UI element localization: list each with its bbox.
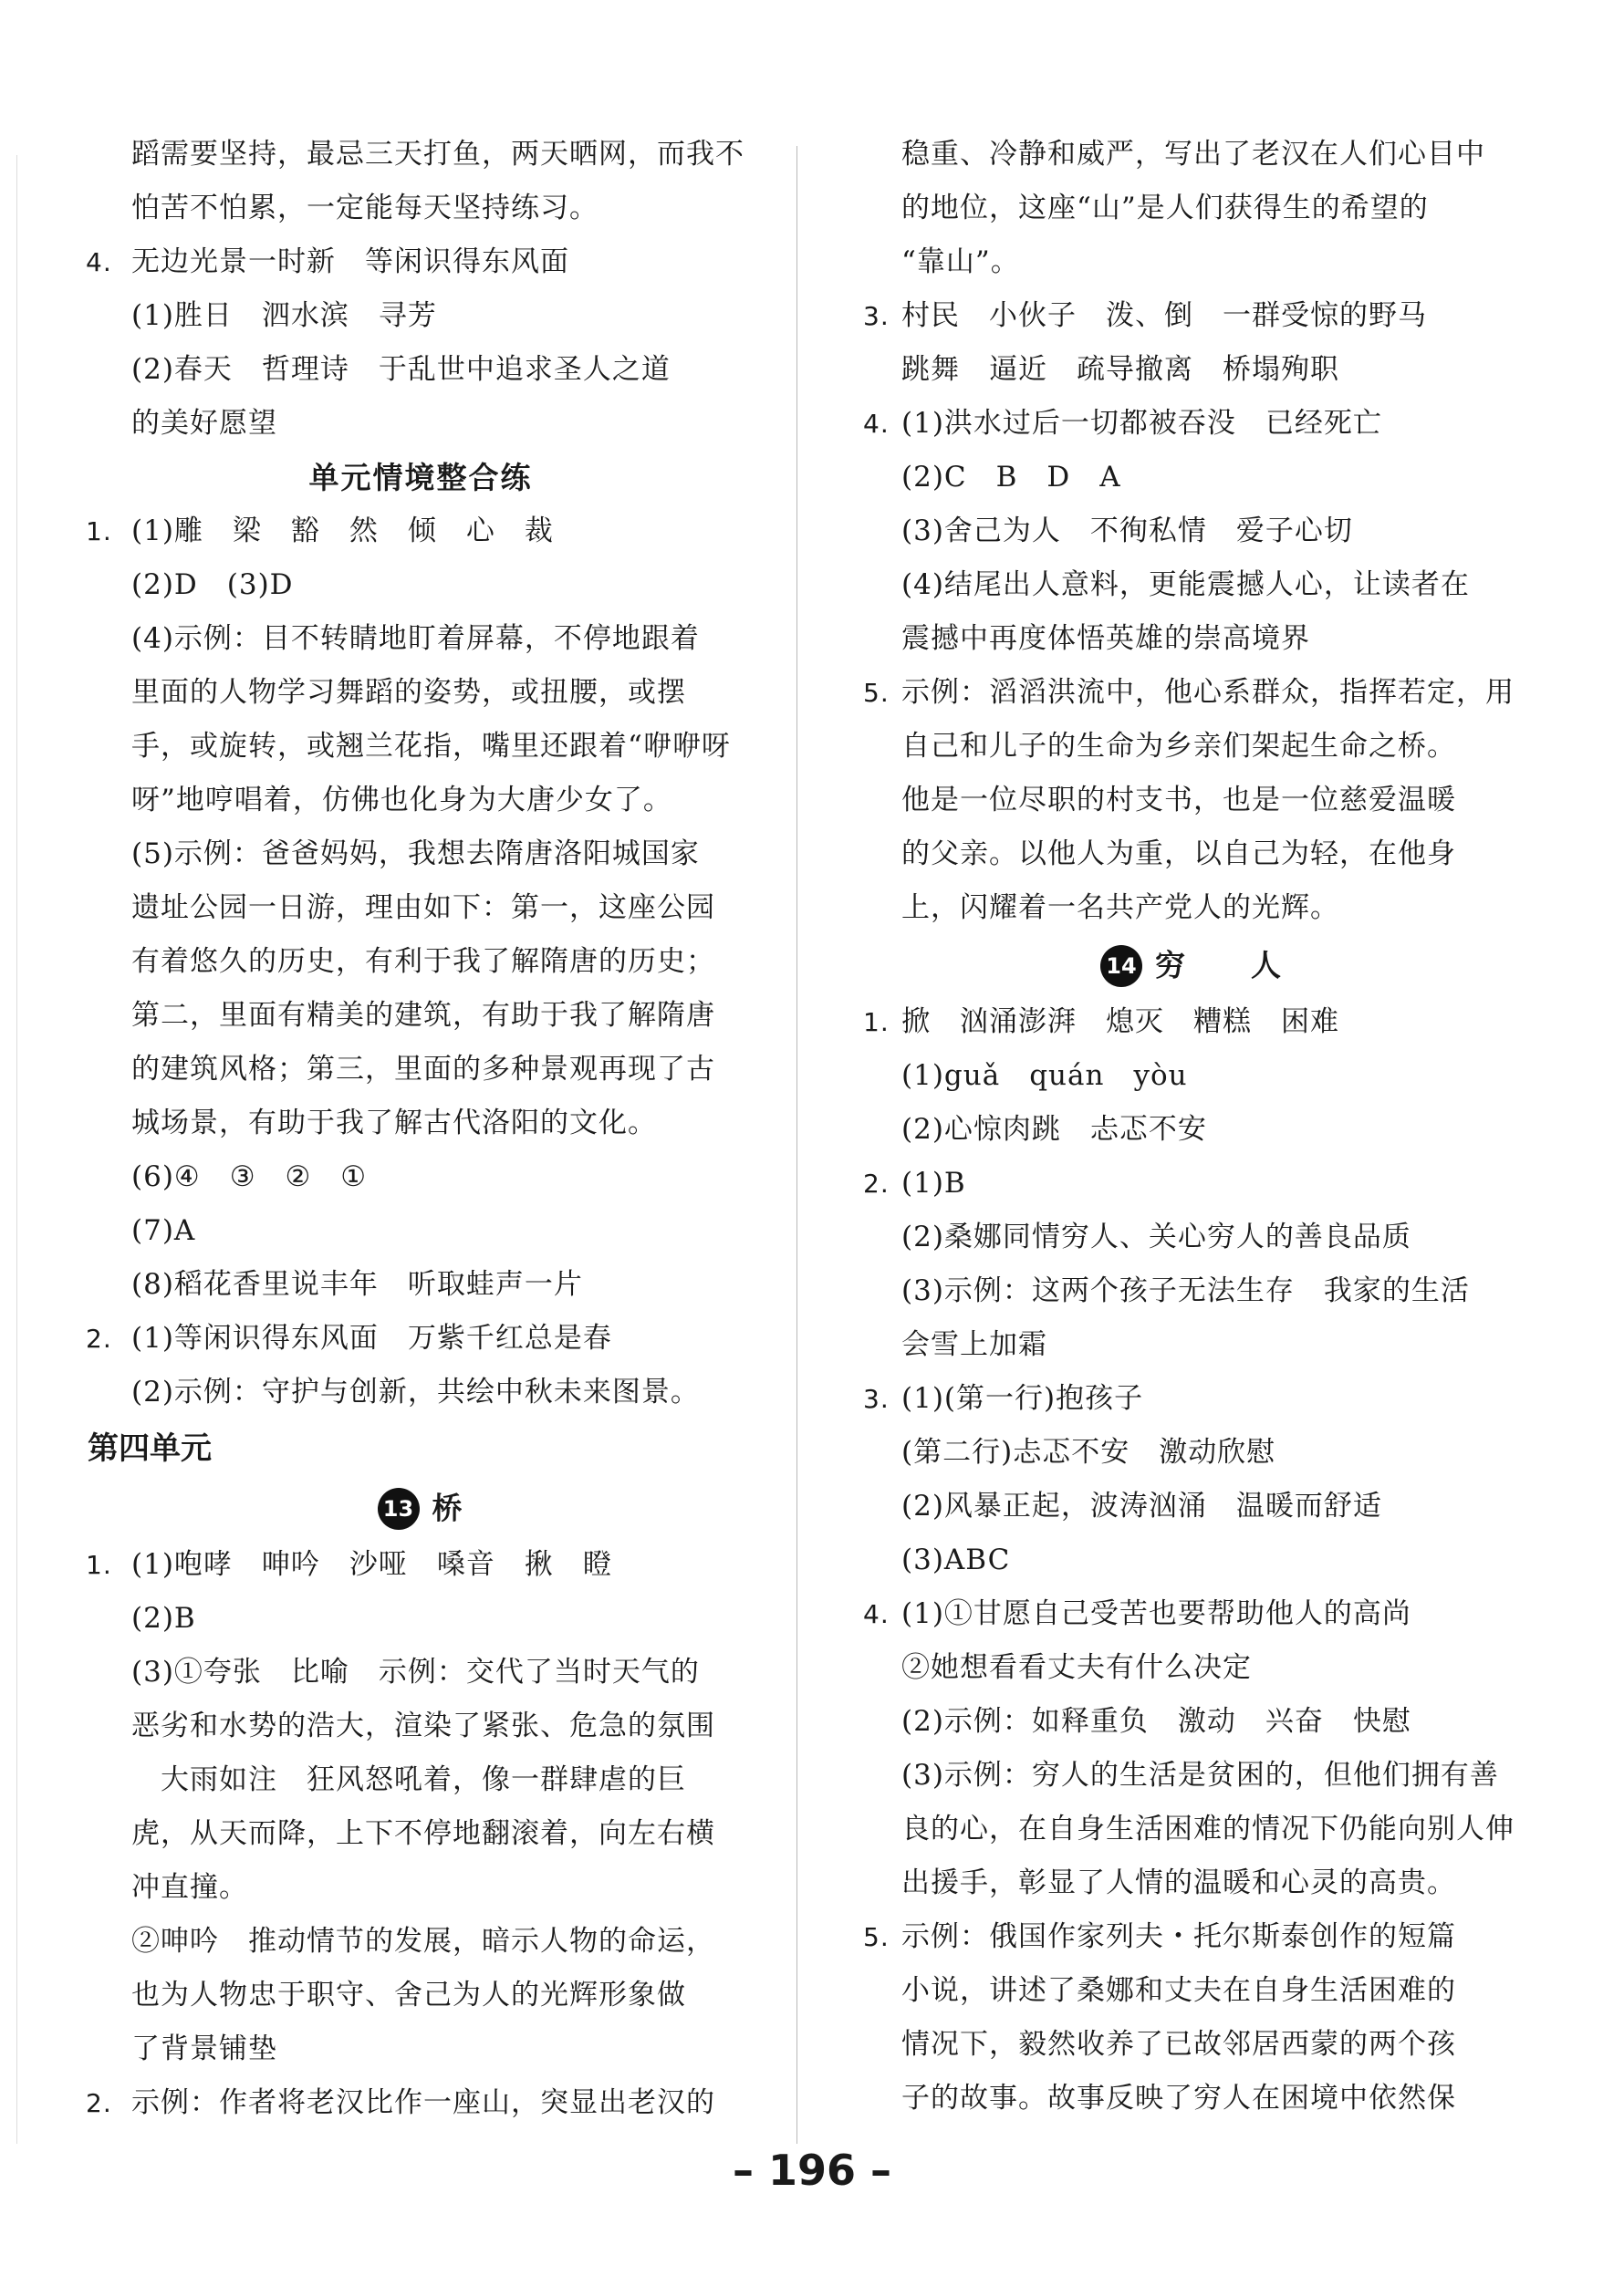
question-number: 5. — [863, 1922, 890, 1952]
text-line: ②呻吟 推动情节的发展，暗示人物的命运， — [131, 1925, 715, 1958]
text-line: 城场景，有助于我了解古代洛阳的文化。 — [131, 1107, 657, 1139]
text-line: (4)结尾出人意料，更能震撼人心，让读者在 — [901, 568, 1470, 601]
text-line: (2)B — [131, 1602, 196, 1635]
text-line: 的美好愿望 — [131, 407, 277, 440]
question-number: 5. — [863, 678, 890, 708]
question-1 — [88, 1538, 754, 1592]
text-line: (1)胜日 泗水滨 寻芳 — [131, 299, 437, 332]
question-2 — [88, 1312, 754, 1366]
text-line: 震撼中再度体悟英雄的崇高境界 — [901, 622, 1310, 655]
text-line: (2)风暴正起，波涛汹涌 温暖而舒适 — [901, 1490, 1382, 1523]
text-line: 的建筑风格；第三，里面的多种景观再现了古 — [131, 1053, 715, 1086]
answer-text: (1)等闲识得东风面 万紫千红总是春 — [131, 1322, 612, 1355]
question-number: 3. — [863, 1384, 890, 1414]
right-column — [863, 128, 1520, 2126]
question-5 — [863, 1910, 1520, 1964]
answer-text: (1)雕 梁 豁 然 倾 心 裁 — [131, 515, 554, 547]
text-line: (2)春天 哲理诗 于乱世中追求圣人之道 — [131, 353, 671, 386]
text-line: (3)①夸张 比喻 示例：交代了当时天气的 — [131, 1656, 700, 1689]
question-number: 1. — [863, 1007, 890, 1037]
section-title: 单元情境整合练 — [308, 460, 533, 495]
answer-text: (1)B — [901, 1167, 966, 1200]
question-4 — [88, 235, 754, 289]
text-line: (3)ABC — [901, 1544, 1011, 1576]
question-1 — [88, 504, 754, 558]
text-line: 出援手，彰显了人情的温暖和心灵的高贵。 — [901, 1866, 1456, 1899]
text-line: 第二，里面有精美的建筑，有助于我了解隋唐 — [131, 999, 715, 1032]
text-line: (2)桑娜同情穷人、关心穷人的善良品质 — [901, 1221, 1411, 1253]
text-line: ②她想看看丈夫有什么决定 — [901, 1651, 1252, 1684]
text-line: 遗址公园一日游，理由如下：第一，这座公园 — [131, 891, 715, 924]
text-line: 有着悠久的历史，有利于我了解隋唐的历史； — [131, 945, 715, 978]
lesson-header — [88, 1478, 754, 1538]
text-line: 了背景铺垫 — [131, 2032, 277, 2065]
text-line: (1)guǎ quán yòu — [901, 1059, 1188, 1092]
text-line: (3)舍己为人 不徇私情 爱子心切 — [901, 515, 1353, 547]
answer-text: (1)洪水过后一切都被吞没 已经死亡 — [901, 407, 1382, 440]
answer-text: 掀 汹涌澎湃 熄灭 糟糕 困难 — [901, 1005, 1339, 1038]
text-line: 也为人物忠于职守、舍己为人的光辉形象做 — [131, 1979, 686, 2012]
text-line: 怕苦不怕累，一定能每天坚持练习。 — [131, 192, 599, 224]
text-line: 上，闪耀着一名共产党人的光辉。 — [901, 891, 1339, 924]
text-line: (2)D (3)D — [131, 568, 294, 601]
answer-text: (1)①甘愿自己受苦也要帮助他人的高尚 — [901, 1597, 1411, 1630]
question-number: 3. — [863, 301, 890, 331]
answer-text: 示例：俄国作家列夫・托尔斯泰创作的短篇 — [901, 1920, 1456, 1953]
text-line: (第二行)忐忑不安 激动欣慰 — [901, 1436, 1276, 1469]
lesson-title: 桥 — [432, 1490, 464, 1526]
text-line: 良的心，在自身生活困难的情况下仍能向别人伸 — [901, 1813, 1515, 1845]
text-line: 蹈需要坚持，最忌三天打鱼，两天晒网，而我不 — [131, 138, 744, 171]
text-line: 会雪上加霜 — [901, 1328, 1047, 1361]
question-3 — [863, 1372, 1520, 1426]
text-line: 恶劣和水势的浩大，渲染了紧张、危急的氛围 — [131, 1710, 715, 1742]
text-line: 手，或旋转，或翘兰花指，嘴里还跟着“咿咿呀 — [131, 730, 731, 763]
left-column — [88, 128, 754, 2130]
text-line: (3)示例：这两个孩子无法生存 我家的生活 — [901, 1274, 1470, 1307]
text-line: 虎，从天而降，上下不停地翻滚着，向左右横 — [131, 1817, 715, 1850]
text-line: (5)示例：爸爸妈妈，我想去隋唐洛阳城国家 — [131, 837, 700, 870]
question-5 — [863, 666, 1520, 720]
text-line: (3)示例：穷人的生活是贫困的，但他们拥有善 — [901, 1759, 1499, 1792]
text-line: 情况下，毅然收养了已故邻居西蒙的两个孩 — [901, 2028, 1456, 2061]
question-number: 2. — [86, 1324, 112, 1354]
column-divider — [796, 146, 797, 2144]
lesson-header — [863, 935, 1520, 995]
question-number: 4. — [863, 1599, 890, 1629]
text-line: 小说，讲述了桑娜和丈夫在自身生活困难的 — [901, 1974, 1456, 2007]
text-line: (2)示例：如释重负 激动 兴奋 快慰 — [901, 1705, 1411, 1738]
text-line: 大雨如注 狂风怒吼着，像一群肆虐的巨 — [131, 1763, 686, 1796]
text-line: (4)示例：目不转睛地盯着屏幕，不停地跟着 — [131, 622, 700, 655]
answer-text: 示例：滔滔洪流中，他心系群众，指挥若定，用 — [901, 676, 1515, 709]
answer-text: 无边光景一时新 等闲识得东风面 — [131, 245, 569, 278]
text-line: (2)心惊肉跳 忐忑不安 — [901, 1113, 1207, 1146]
question-number: 2. — [86, 2088, 112, 2118]
text-line: 跳舞 逼近 疏导撤离 桥塌殉职 — [901, 353, 1339, 386]
question-4 — [863, 397, 1520, 451]
text-line: (8)稻花香里说丰年 听取蛙声一片 — [131, 1268, 583, 1301]
question-4 — [863, 1587, 1520, 1641]
text-line: 子的故事。故事反映了穷人在困境中依然保 — [901, 2082, 1456, 2115]
answer-text: (1)(第一行)抱孩子 — [901, 1382, 1144, 1415]
text-line: (6)④ ③ ② ① — [131, 1160, 368, 1193]
text-line: 冲直撞。 — [131, 1871, 248, 1904]
text-line: (2)示例：守护与创新，共绘中秋未来图景。 — [131, 1376, 700, 1409]
lesson-number-badge: 13 — [378, 1488, 420, 1530]
question-2 — [88, 2076, 754, 2130]
text-line: 的地位，这座“山”是人们获得生的希望的 — [901, 192, 1429, 224]
question-number: 4. — [86, 247, 112, 277]
text-line: 呀”地哼唱着，仿佛也化身为大唐少女了。 — [131, 784, 672, 816]
text-line: 里面的人物学习舞蹈的姿势，或扭腰，或摆 — [131, 676, 686, 709]
text-line: 自己和儿子的生命为乡亲们架起生命之桥。 — [901, 730, 1456, 763]
question-number: 4. — [863, 409, 890, 439]
unit-title: 第四单元 — [88, 1430, 212, 1467]
answer-text: 村民 小伙子 泼、倒 一群受惊的野马 — [901, 299, 1427, 332]
question-1 — [863, 995, 1520, 1049]
margin-line — [16, 155, 17, 2144]
text-line: 的父亲。以他人为重，以自己为轻，在他身 — [901, 837, 1456, 870]
question-number: 2. — [863, 1169, 890, 1199]
lesson-number-badge: 14 — [1100, 945, 1142, 987]
answer-text: 示例：作者将老汉比作一座山，突显出老汉的 — [131, 2086, 715, 2119]
text-line: 他是一位尽职的村支书，也是一位慈爱温暖 — [901, 784, 1456, 816]
question-number: 1. — [86, 1550, 112, 1580]
question-3 — [863, 289, 1520, 343]
text-line: (7)A — [131, 1214, 196, 1247]
page-number: – 196 – — [732, 2146, 892, 2195]
question-number: 1. — [86, 516, 112, 546]
text-line: 稳重、冷静和威严，写出了老汉在人们心目中 — [901, 138, 1485, 171]
answer-text: (1)咆哮 呻吟 沙哑 嗓音 揪 瞪 — [131, 1548, 612, 1581]
lesson-title: 穷 人 — [1155, 947, 1283, 983]
question-2 — [863, 1157, 1520, 1211]
text-line: (2)C B D A — [901, 461, 1121, 494]
text-line: “靠山”。 — [901, 245, 1020, 278]
